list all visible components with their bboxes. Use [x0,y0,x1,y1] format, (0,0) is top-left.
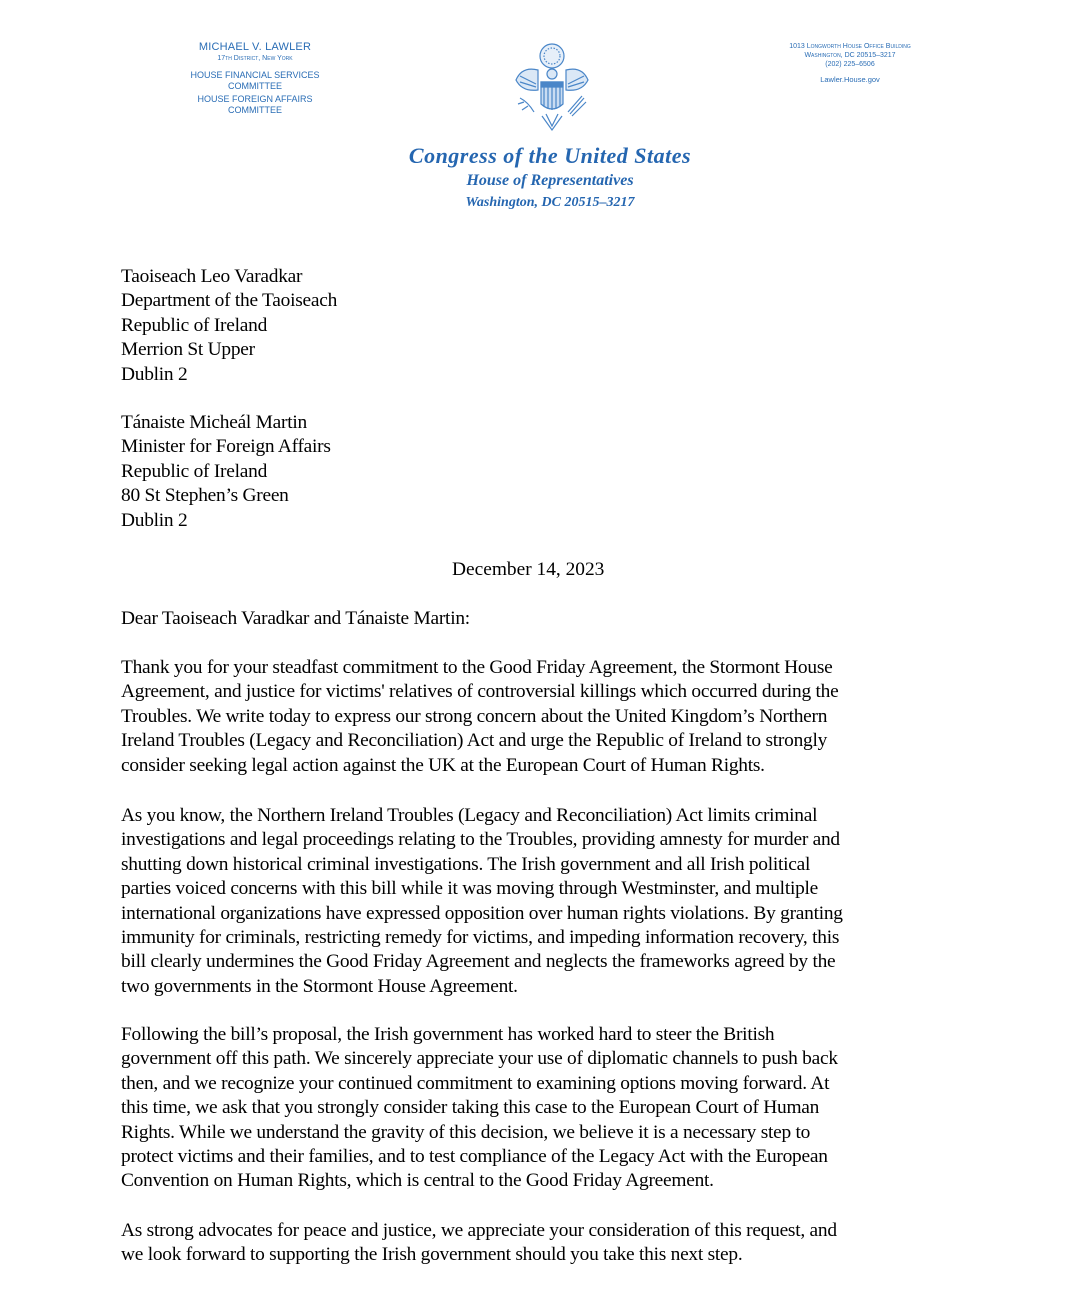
office-address-line2: Washington, DC 20515–3217 [804,52,896,59]
member-name: MICHAEL V. LAWLER [198,41,312,53]
great-seal-eagle-icon [508,40,596,132]
office-address-line1: 1013 Longworth House Office Building [789,43,911,50]
city-line: Washington, DC 20515–3217 [465,195,635,210]
paragraph-3: Following the bill’s proposal, the Irish government has worked hard to steer the British government off this path. We sincerely appreciate your use of diplomatic channels to push back then, and we recognize your continued commitment to examining options moving forward. At this time, we ask that you strongly consider taking this case to the European Court of Human Rights. While we understand the gravity of this decision, we believe it is a necessary step to protect victims and their families, and to test compliance of the Legacy Act with the European Convention on Human Rights, which is central to the Good Friday Agreement. [121,1024,838,1192]
member-info-block [150,41,360,115]
website-link[interactable]: Lawler.House.gov [820,75,880,84]
house-subtitle: House of Representatives [466,172,634,189]
recipient-address-taoiseach: Taoiseach Leo Varadkar Department of the Taoiseach Republic of Ireland Merrion St Upper Dublin 2 [121,266,338,385]
member-district: 17th District, New York [217,55,293,62]
office-contact-block [745,42,955,84]
recipient-address-tanaiste: Tánaiste Micheál Martin Minister for Foreign Affairs Republic of Ireland 80 St Stephen’s Green Dublin 2 [121,412,331,531]
letter-date: December 14, 2023 [452,559,605,580]
committee-foreign-affairs: HOUSE FOREIGN AFFAIRS COMMITTEE [197,94,313,115]
office-phone: (202) 225–6506 [825,61,875,68]
paragraph-1: Thank you for your steadfast commitment to the Good Friday Agreement, the Stormont House Agreement, and justice for victims' relatives of controversial killings which occurred during the Troubles. We write today to express our strong concern about the United Kingdom’s Northern Ireland Troubles (Legacy and Reconciliation) Act and urge the Republic of Ireland to strongly consider seeking legal action against the UK at the European Court of Human Rights. [121,657,839,776]
paragraph-4: As strong advocates for peace and justice, we appreciate your consideration of this request, and we look forward to supporting the Irish government should you take this next step. [121,1220,837,1266]
congress-heading [380,142,720,214]
paragraph-2: As you know, the Northern Ireland Troubles (Legacy and Reconciliation) Act limits criminal investigations and legal proceedings relating to the Troubles, providing amnesty for murder and shutting down historical criminal investigations. The Irish government and all Irish political parties voiced concerns with this bill while it was moving through Westminster, and multiple international organizations have expressed opposition over human rights violations. By granting immunity for criminals, restricting remedy for victims, and impeding information recovery, this bill clearly undermines the Good Friday Agreement and neglects the frameworks agreed by the two governments in the Stormont House Agreement. [121,805,843,997]
congress-title: Congress of the United States [408,143,692,168]
salutation: Dear Taoiseach Varadkar and Tánaiste Martin: [121,608,470,629]
committee-financial-services: HOUSE FINANCIAL SERVICES COMMITTEE [190,70,320,91]
